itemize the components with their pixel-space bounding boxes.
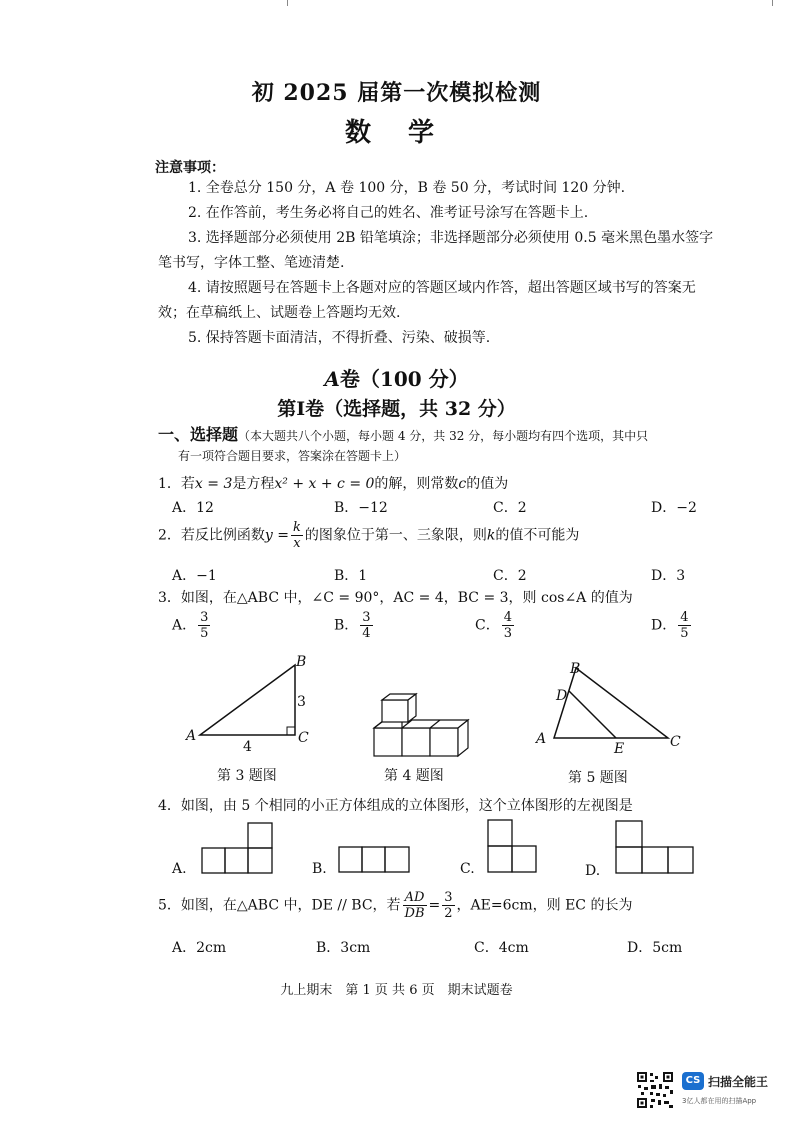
q1-eq: x² + x + c = 0 <box>274 476 375 492</box>
fraction-denominator: 2 <box>444 906 453 921</box>
option-fraction <box>198 610 210 641</box>
section-a-heading <box>0 363 793 392</box>
triangle-abc <box>554 668 668 738</box>
q1-text: 是方程 <box>232 476 275 492</box>
part-desc: （本大题共八个小题，每小题 4 分，共 32 分，每小题均有四个选项，其中只 <box>238 429 649 443</box>
camscanner-logo: CS <box>682 1072 704 1090</box>
note-item: 笔书写，字体工整、笔迹清楚. <box>158 255 345 271</box>
option-fraction <box>678 610 690 641</box>
fraction-numerator: AD <box>403 890 427 906</box>
right-angle-mark <box>287 727 295 735</box>
exam-title: 初 2025 届第一次模拟检测 <box>251 80 542 106</box>
question-1 <box>158 473 508 493</box>
fig3-side-ac: 4 <box>243 739 252 755</box>
note-item: 5. 保持答题卡面清洁，不得折叠、污染、破损等. <box>188 330 491 346</box>
q4-option-a: A. <box>172 861 187 877</box>
q4-option-b: B. <box>312 861 327 877</box>
q2-text: 的图象位于第一、三象限，则 <box>304 527 487 544</box>
triangle-abc <box>200 665 295 735</box>
q2-text: 2．若反比例函数 <box>158 527 265 544</box>
q4-option-c: C. <box>460 861 475 877</box>
fig3-caption: 第 3 题图 <box>217 768 277 784</box>
page-footer: 九上期末 第 1 页 共 6 页 期末试题卷 <box>280 983 513 998</box>
question-3: 3．如图，在△ABC 中，∠C = 90°，AC = 4，BC = 3，则 cos∠A 的值为 <box>158 590 633 606</box>
option-label: C． <box>475 617 500 634</box>
q2-option-c: C．2 <box>493 568 527 584</box>
q1-option-d: D．−2 <box>651 500 697 516</box>
q1-text: 的值为 <box>466 476 509 492</box>
q1-option-a: A．12 <box>172 500 214 516</box>
notes-heading: 注意事项： <box>155 160 225 176</box>
q2-fraction <box>291 520 303 551</box>
q2-option-a: A．−1 <box>172 568 217 584</box>
camscanner-tagline: 3亿人都在用的扫描App <box>682 1097 757 1105</box>
qr-code-icon <box>636 1071 674 1109</box>
q4-option-c-view <box>486 818 541 876</box>
q5-fraction <box>403 890 427 921</box>
fig3-label-b: B <box>296 654 307 670</box>
note-item: 3. 选择题部分必须使用 2B 铅笔填涂；非选择题部分必须使用 0.5 毫米黑色墨水签字 <box>188 230 714 246</box>
fraction-denominator: 4 <box>362 626 371 641</box>
question-5 <box>158 890 632 921</box>
fraction-denominator: 5 <box>680 626 689 641</box>
q5-fraction <box>442 890 454 921</box>
subject-title: 数 学 <box>344 118 449 148</box>
section-1-heading: 第Ⅰ卷（选择题，共 32 分） <box>277 398 516 420</box>
option-fraction <box>360 610 372 641</box>
fig5-label-b: B <box>570 661 581 677</box>
figure-5-triangle <box>540 660 680 760</box>
q5-text: 5．如图，在△ABC 中，DE // BC，若 <box>158 897 401 914</box>
note-item: 效；在草稿纸上、试题卷上答题均无效. <box>158 305 401 321</box>
fig5-label-d: D <box>556 688 568 704</box>
section-letter: A <box>324 367 340 391</box>
q5-text: ，AE=6cm，则 EC 的长为 <box>456 897 633 914</box>
q5-option-c: C．4cm <box>474 940 529 956</box>
q1-option-b: B．−12 <box>334 500 388 516</box>
q2-option-d: D．3 <box>651 568 686 584</box>
q5-option-b: B．3cm <box>316 940 371 956</box>
q2-fn: y = <box>264 527 290 544</box>
q2-text: 的值不可能为 <box>495 527 580 544</box>
part-heading <box>158 422 758 445</box>
option-label: D． <box>651 617 677 634</box>
fraction-numerator: 3 <box>444 890 453 905</box>
fraction-numerator: k <box>293 520 301 535</box>
fraction-numerator: 3 <box>200 610 209 625</box>
fraction-numerator: 4 <box>680 610 689 625</box>
fig5-label-a: A <box>536 731 547 747</box>
q3-option-c <box>475 610 516 641</box>
q1-var: c <box>458 476 467 492</box>
fraction-denominator: 5 <box>200 626 209 641</box>
q3-option-d <box>651 610 693 641</box>
figure-4-cubes <box>370 690 470 760</box>
note-item: 2. 在作答前，考生务必将自己的姓名、准考证号涂写在答题卡上. <box>188 205 589 221</box>
q3-option-a <box>172 610 212 641</box>
q2-option-b: B．1 <box>334 568 368 584</box>
q2-var: k <box>486 527 496 544</box>
q1-text: 1．若 <box>158 476 195 492</box>
fig3-label-a: A <box>186 728 197 744</box>
fraction-denominator: x <box>293 536 301 551</box>
q5-option-a: A．2cm <box>172 940 227 956</box>
fig5-label-e: E <box>614 741 625 757</box>
q5-option-d: D．5cm <box>627 940 683 956</box>
scan-mark <box>287 0 288 6</box>
fig5-label-c: C <box>670 734 681 750</box>
note-item: 1. 全卷总分 150 分，A 卷 100 分，B 卷 50 分，考试时间 120 分钟. <box>188 180 626 196</box>
q1-option-c: C．2 <box>493 500 527 516</box>
option-label: B． <box>334 617 359 634</box>
part-desc-cont: 有一项符合题目要求，答案涂在答题卡上） <box>178 449 407 463</box>
q4-option-b-view <box>338 845 413 875</box>
fraction-numerator: 4 <box>503 610 512 625</box>
fig4-caption: 第 4 题图 <box>384 768 444 784</box>
scan-mark <box>772 0 773 6</box>
q1-text: 的解，则常数 <box>374 476 459 492</box>
fraction-denominator: 3 <box>503 626 512 641</box>
option-fraction <box>502 610 514 641</box>
q3-option-b <box>334 610 375 641</box>
fraction-numerator: 3 <box>362 610 371 625</box>
question-2 <box>158 520 579 551</box>
camscanner-name: 扫描全能王 <box>708 1075 769 1089</box>
q5-equals: = <box>428 897 441 914</box>
option-label: A． <box>172 617 197 634</box>
fig3-side-bc: 3 <box>297 694 306 710</box>
segment-de <box>569 691 616 738</box>
q4-option-d-view <box>614 819 696 877</box>
section-a-text: 卷（100 分） <box>339 367 469 391</box>
question-4: 4．如图，由 5 个相同的小正方体组成的立体图形，这个立体图形的左视图是 <box>158 798 633 814</box>
q4-option-a-view <box>201 820 276 875</box>
note-item: 4. 请按照题号在答题卡上各题对应的答题区域内作答，超出答题区域书写的答案无 <box>188 280 696 296</box>
q1-eq: x = 3 <box>194 476 233 492</box>
part-title: 一、选择题 <box>158 425 239 444</box>
fig5-caption: 第 5 题图 <box>568 770 628 786</box>
fig3-label-c: C <box>298 730 309 746</box>
fraction-denominator: DB <box>404 906 425 921</box>
q4-option-d: D. <box>585 863 601 879</box>
